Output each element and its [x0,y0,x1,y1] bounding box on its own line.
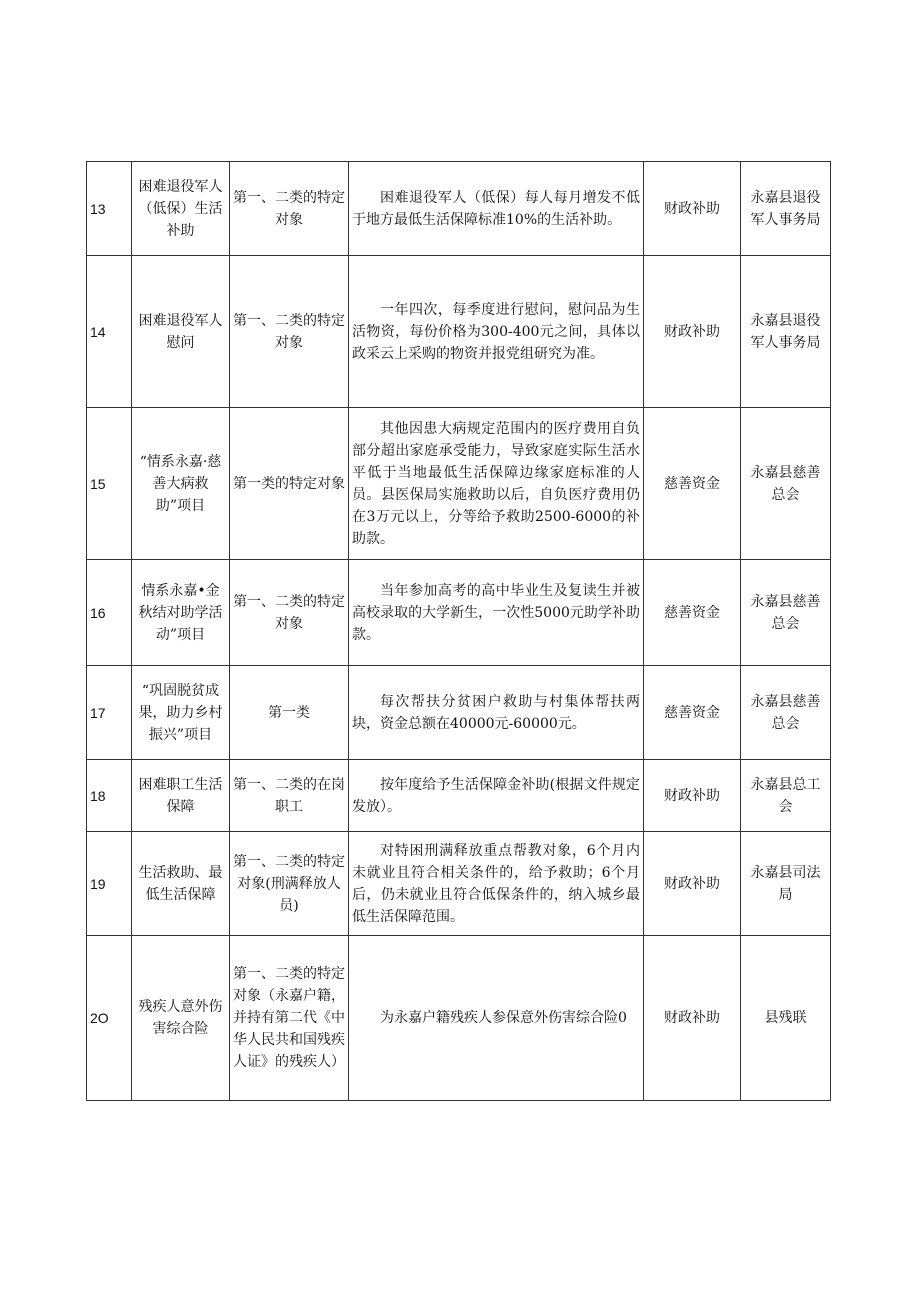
responsible-dept: 永嘉县慈善总会 [741,666,831,760]
table-row [87,760,831,832]
row-number: 15 [87,408,132,560]
funding-source: 慈善资金 [644,408,741,560]
table-row [87,256,831,408]
target-group: 第一类 [230,666,349,760]
funding-source: 财政补助 [644,936,741,1101]
project-name: “巩固脱贫成果，助力乡村振兴”项目 [132,666,230,760]
responsible-dept: 永嘉县总工会 [741,760,831,832]
funding-source: 财政补助 [644,162,741,256]
responsible-dept: 永嘉县司法局 [741,832,831,936]
responsible-dept: 永嘉县慈善总会 [741,560,831,666]
responsible-dept: 县残联 [741,936,831,1101]
row-number: 17 [87,666,132,760]
project-name: 困难退役军人（低保）生活补助 [132,162,230,256]
responsible-dept: 永嘉县退役军人事务局 [741,162,831,256]
responsible-dept: 永嘉县慈善总会 [741,408,831,560]
target-group: 第一、二类的特定对象 [230,162,349,256]
project-description: 为永嘉户籍残疾人参保意外伤害综合险0 [349,936,644,1101]
funding-source: 慈善资金 [644,560,741,666]
table-row [87,666,831,760]
responsible-dept: 永嘉县退役军人事务局 [741,256,831,408]
funding-source: 慈善资金 [644,666,741,760]
project-description: 当年参加高考的高中毕业生及复读生并被高校录取的大学新生，一次性5000元助学补助款。 [349,560,644,666]
project-description: 困难退役军人（低保）每人每月增发不低于地方最低生活保障标准10%的生活补助。 [349,162,644,256]
funding-source: 财政补助 [644,832,741,936]
project-description: 每次帮扶分贫困户救助与村集体帮扶两块，资金总额在40000元-60000元。 [349,666,644,760]
target-group: 第一类的特定对象 [230,408,349,560]
project-name: “情系永嘉·慈善大病救助”项目 [132,408,230,560]
funding-source: 财政补助 [644,256,741,408]
target-group: 第一、二类的特定对象（永嘉户籍，并持有第二代《中华人民共和国残疾人证》的残疾人） [230,936,349,1101]
table-row [87,832,831,936]
project-name: 困难职工生活保障 [132,760,230,832]
table-row [87,936,831,1101]
table-row [87,560,831,666]
target-group: 第一、二类的特定对象 [230,560,349,666]
target-group: 第一、二类的在岗职工 [230,760,349,832]
project-description: 按年度给予生活保障金补助(根据文件规定发放）。 [349,760,644,832]
assistance-table [86,161,831,1101]
row-number: 2O [87,936,132,1101]
project-description: 一年四次，每季度进行慰问，慰问品为生活物资，每份价格为300-400元之间，具体以政采云上采购的物资并报党组研究为准。 [349,256,644,408]
project-name: 情系永嘉•金秋结对助学活动”项目 [132,560,230,666]
target-group: 第一、二类的特定对象 [230,256,349,408]
table-row [87,162,831,256]
funding-source: 财政补助 [644,760,741,832]
project-description: 其他因患大病规定范围内的医疗费用自负部分超出家庭承受能力，导致家庭实际生活水平低于当地最低生活保障边缘家庭标准的人员。县医保局实施救助以后，自负医疗费用仍在3万元以上，分等给予救助2500-6000的补助款。 [349,408,644,560]
row-number: 14 [87,256,132,408]
row-number: 13 [87,162,132,256]
project-name: 残疾人意外伤害综合险 [132,936,230,1101]
project-description: 对特困刑满释放重点帮教对象，6个月内未就业且符合相关条件的，给予救助；6个月后，仍未就业且符合低保条件的，纳入城乡最低生活保障范围。 [349,832,644,936]
target-group: 第一、二类的特定对象(刑满释放人员) [230,832,349,936]
row-number: 18 [87,760,132,832]
row-number: 19 [87,832,132,936]
project-name: 困难退役军人慰问 [132,256,230,408]
project-name: 生活救助、最低生活保障 [132,832,230,936]
table-row [87,408,831,560]
row-number: 16 [87,560,132,666]
